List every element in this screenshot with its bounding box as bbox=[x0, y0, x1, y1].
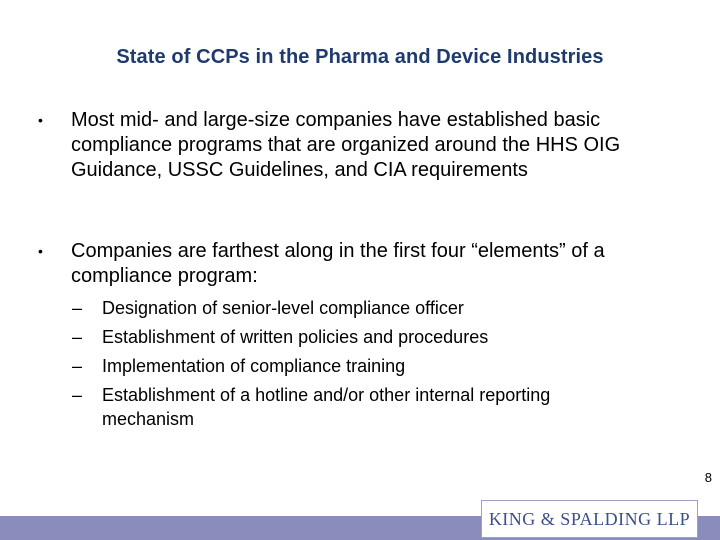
sub-bullet-marker: – bbox=[72, 385, 83, 405]
bullet-text: Companies are farthest along in the first four “elements” of a compliance program: bbox=[71, 240, 605, 287]
sub-bullet-item bbox=[72, 383, 632, 431]
bullet-item bbox=[38, 239, 678, 289]
sub-bullet-text: Establishment of written policies and procedures bbox=[102, 327, 489, 347]
bullet-marker: • bbox=[38, 243, 43, 259]
sub-bullet-text: Implementation of compliance training bbox=[102, 356, 406, 376]
company-logo bbox=[481, 500, 698, 538]
bullet-marker: • bbox=[38, 112, 43, 128]
sub-bullet-marker: – bbox=[72, 327, 83, 347]
sub-bullet-marker: – bbox=[72, 356, 83, 376]
sub-bullet-item bbox=[72, 325, 632, 349]
bullet-item bbox=[38, 108, 678, 183]
sub-bullet-marker: – bbox=[72, 298, 83, 318]
sub-bullet-item bbox=[72, 296, 632, 320]
logo-text: KING & SPALDING LLP bbox=[488, 508, 691, 529]
bullet-text: Most mid- and large-size companies have established basic compliance programs that are organized around the HHS OIG Guidance, USSC Guidelines, and CIA requirements bbox=[71, 109, 621, 181]
sub-bullet-text: Establishment of a hotline and/or other internal reporting mechanism bbox=[102, 385, 551, 429]
sub-bullet-text: Designation of senior-level compliance officer bbox=[102, 298, 464, 318]
page-number: 8 bbox=[704, 470, 712, 485]
sub-bullet-item bbox=[72, 354, 632, 378]
slide-title: State of CCPs in the Pharma and Device Industries bbox=[116, 46, 604, 68]
